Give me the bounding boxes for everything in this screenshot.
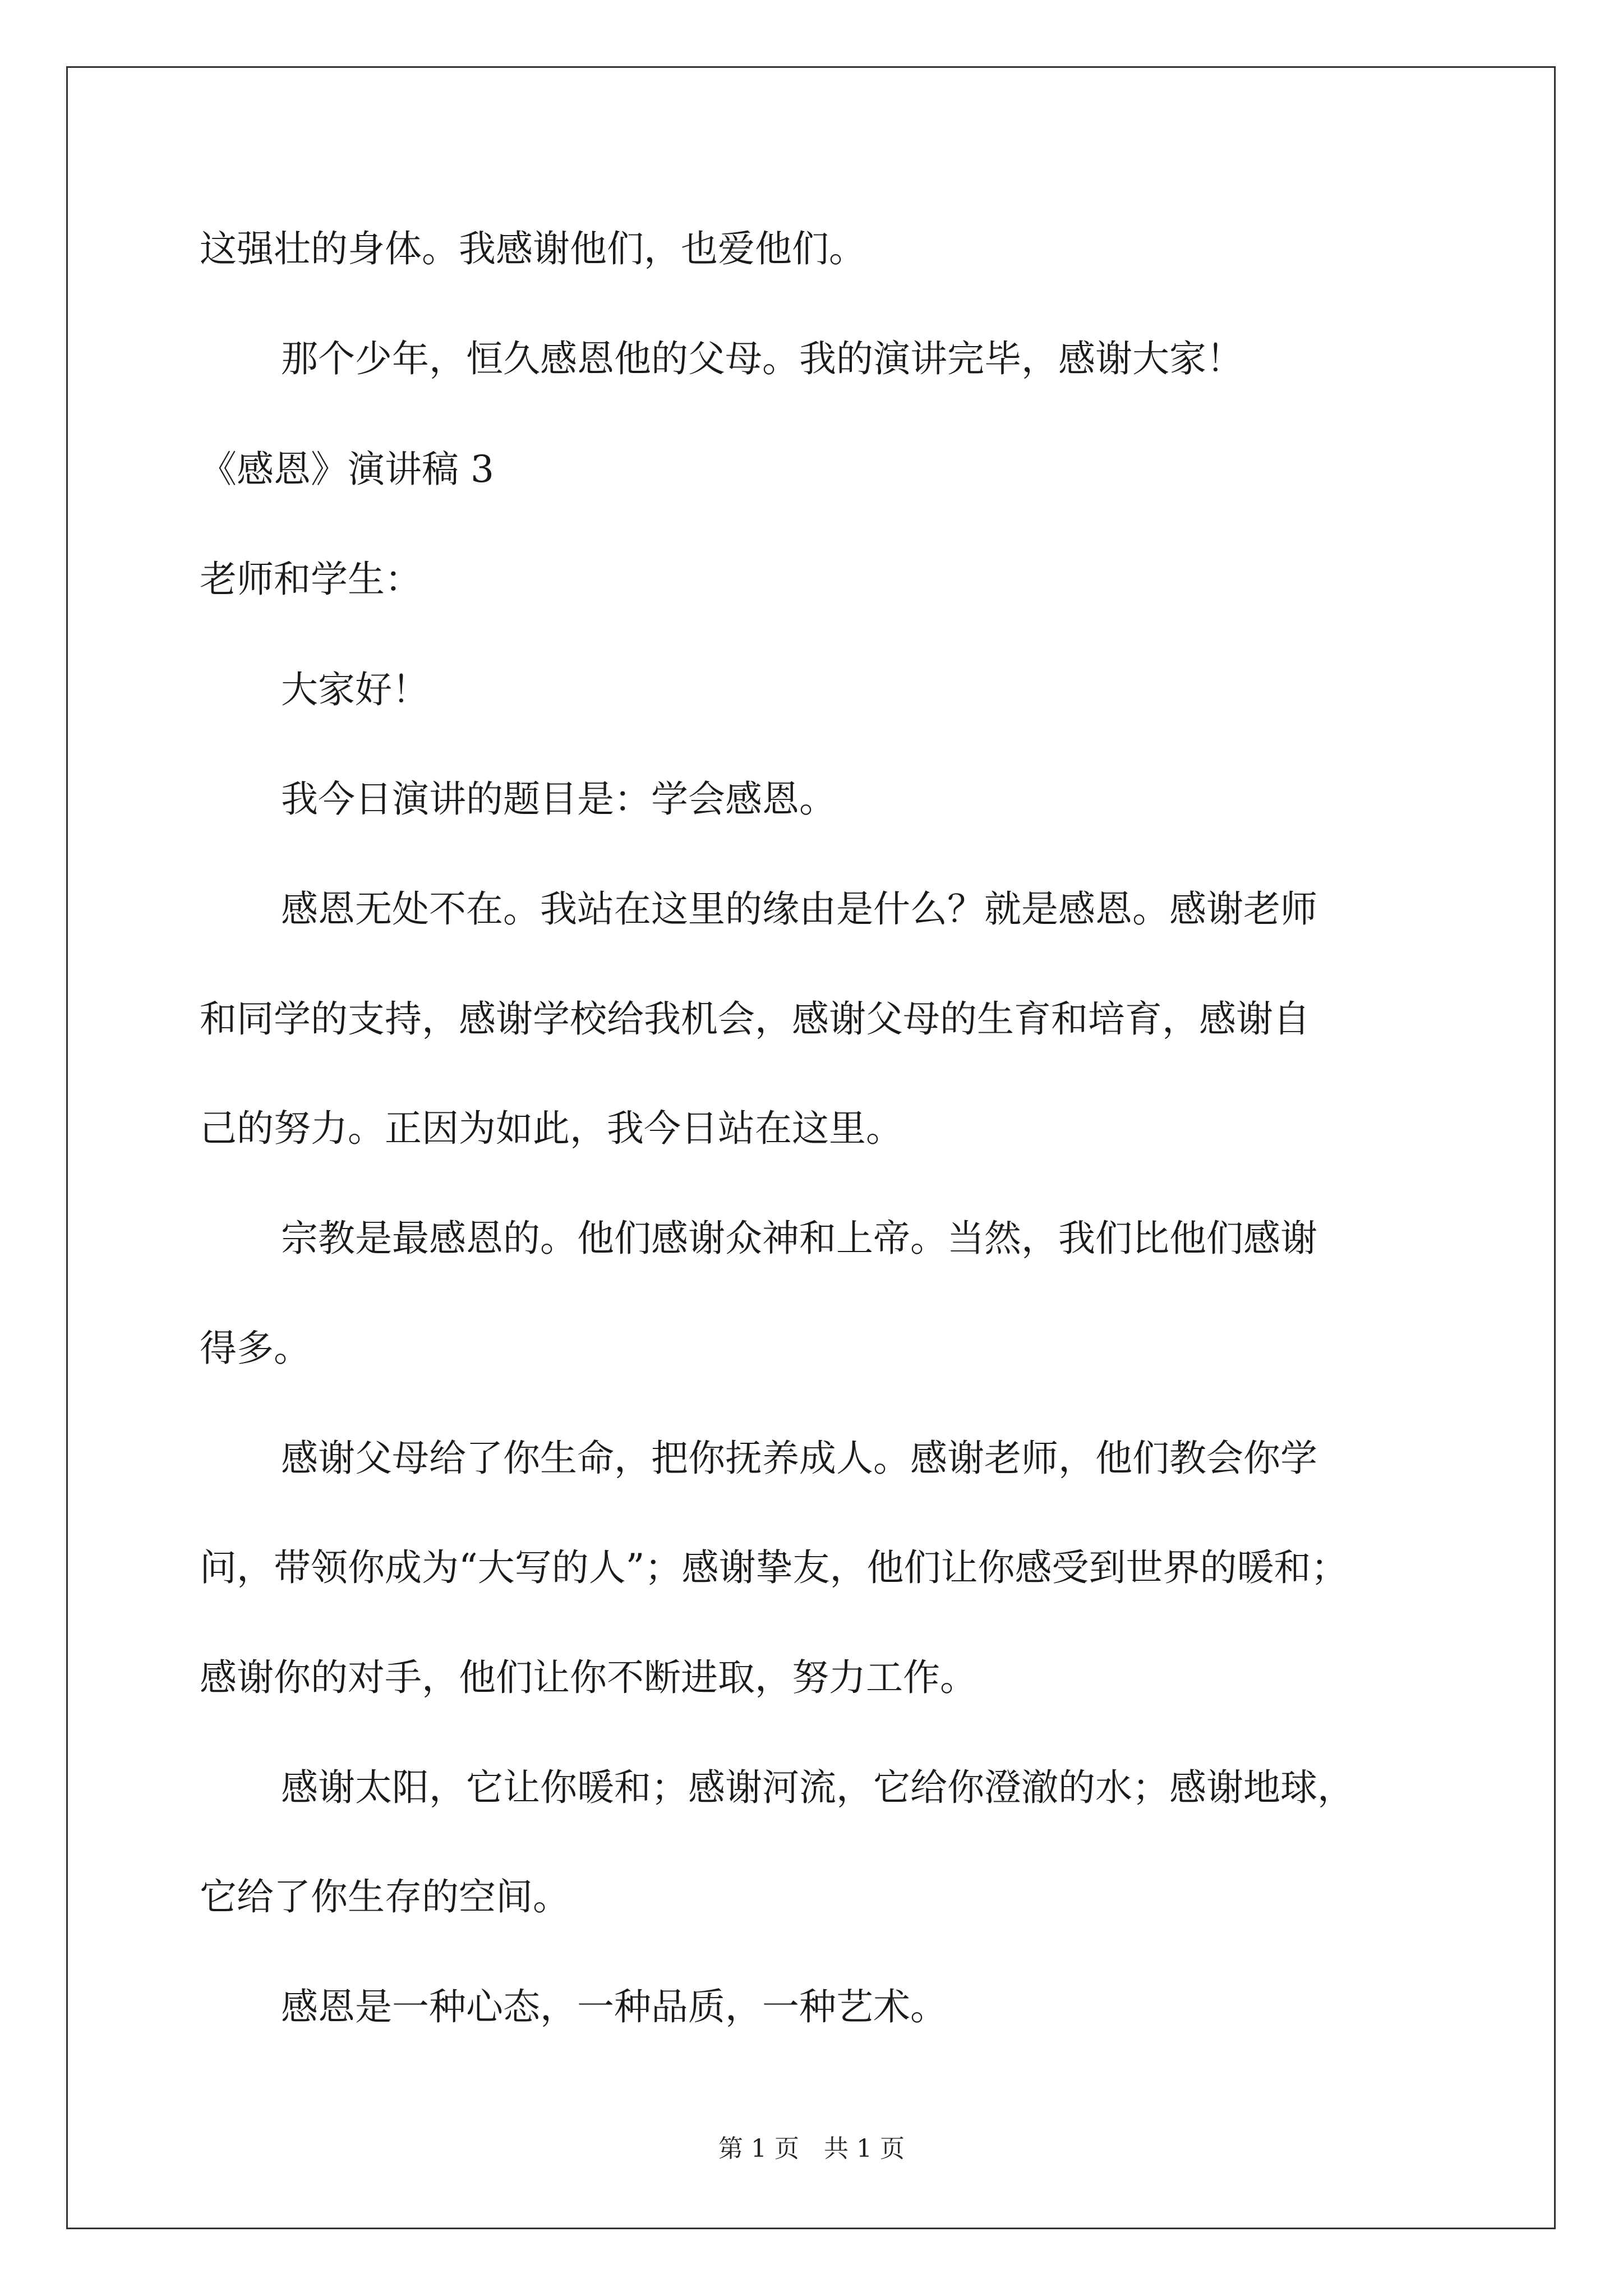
salutation: 老师和学生： <box>200 558 422 601</box>
text-line: 得多。 <box>200 1327 311 1370</box>
text-line: 己的努力。正因为如此，我今日站在这里。 <box>200 1107 903 1150</box>
text-line: 宗教是最感恩的。他们感谢众神和上帝。当然，我们比他们感谢 <box>281 1217 1317 1260</box>
text-line: 问，带领你成为“大写的人”；感谢挚友，他们让你感受到世界的暖和； <box>200 1546 1348 1589</box>
text-line: 感谢太阳，它让你暖和；感谢河流，它给你澄澈的水；感谢地球， <box>281 1766 1354 1809</box>
greeting: 大家好！ <box>281 668 429 711</box>
text-line: 感恩无处不在。我站在这里的缘由是什么？就是感恩。感谢老师 <box>281 887 1317 931</box>
section-heading: 《感恩》演讲稿 3 <box>200 448 494 491</box>
text-line: 它给了你生存的空间。 <box>200 1875 570 1918</box>
text-line: 和同学的支持，感谢学校给我机会，感谢父母的生育和培育，感谢自 <box>200 997 1310 1041</box>
text-line: 感恩是一种心态，一种品质，一种艺术。 <box>281 1985 947 2028</box>
text-line: 感谢你的对手，他们让你不断进取，努力工作。 <box>200 1656 977 1699</box>
text-line: 那个少年，恒久感恩他的父母。我的演讲完毕，感谢大家！ <box>281 337 1243 380</box>
text-line: 我今日演讲的题目是：学会感恩。 <box>281 777 836 821</box>
page-footer: 第 1 页 共 1 页 <box>718 2134 905 2163</box>
text-line: 这强壮的身体。我感谢他们，也爱他们。 <box>200 227 866 270</box>
text-line: 感谢父母给了你生命，把你抚养成人。感谢老师，他们教会你学 <box>281 1437 1317 1480</box>
